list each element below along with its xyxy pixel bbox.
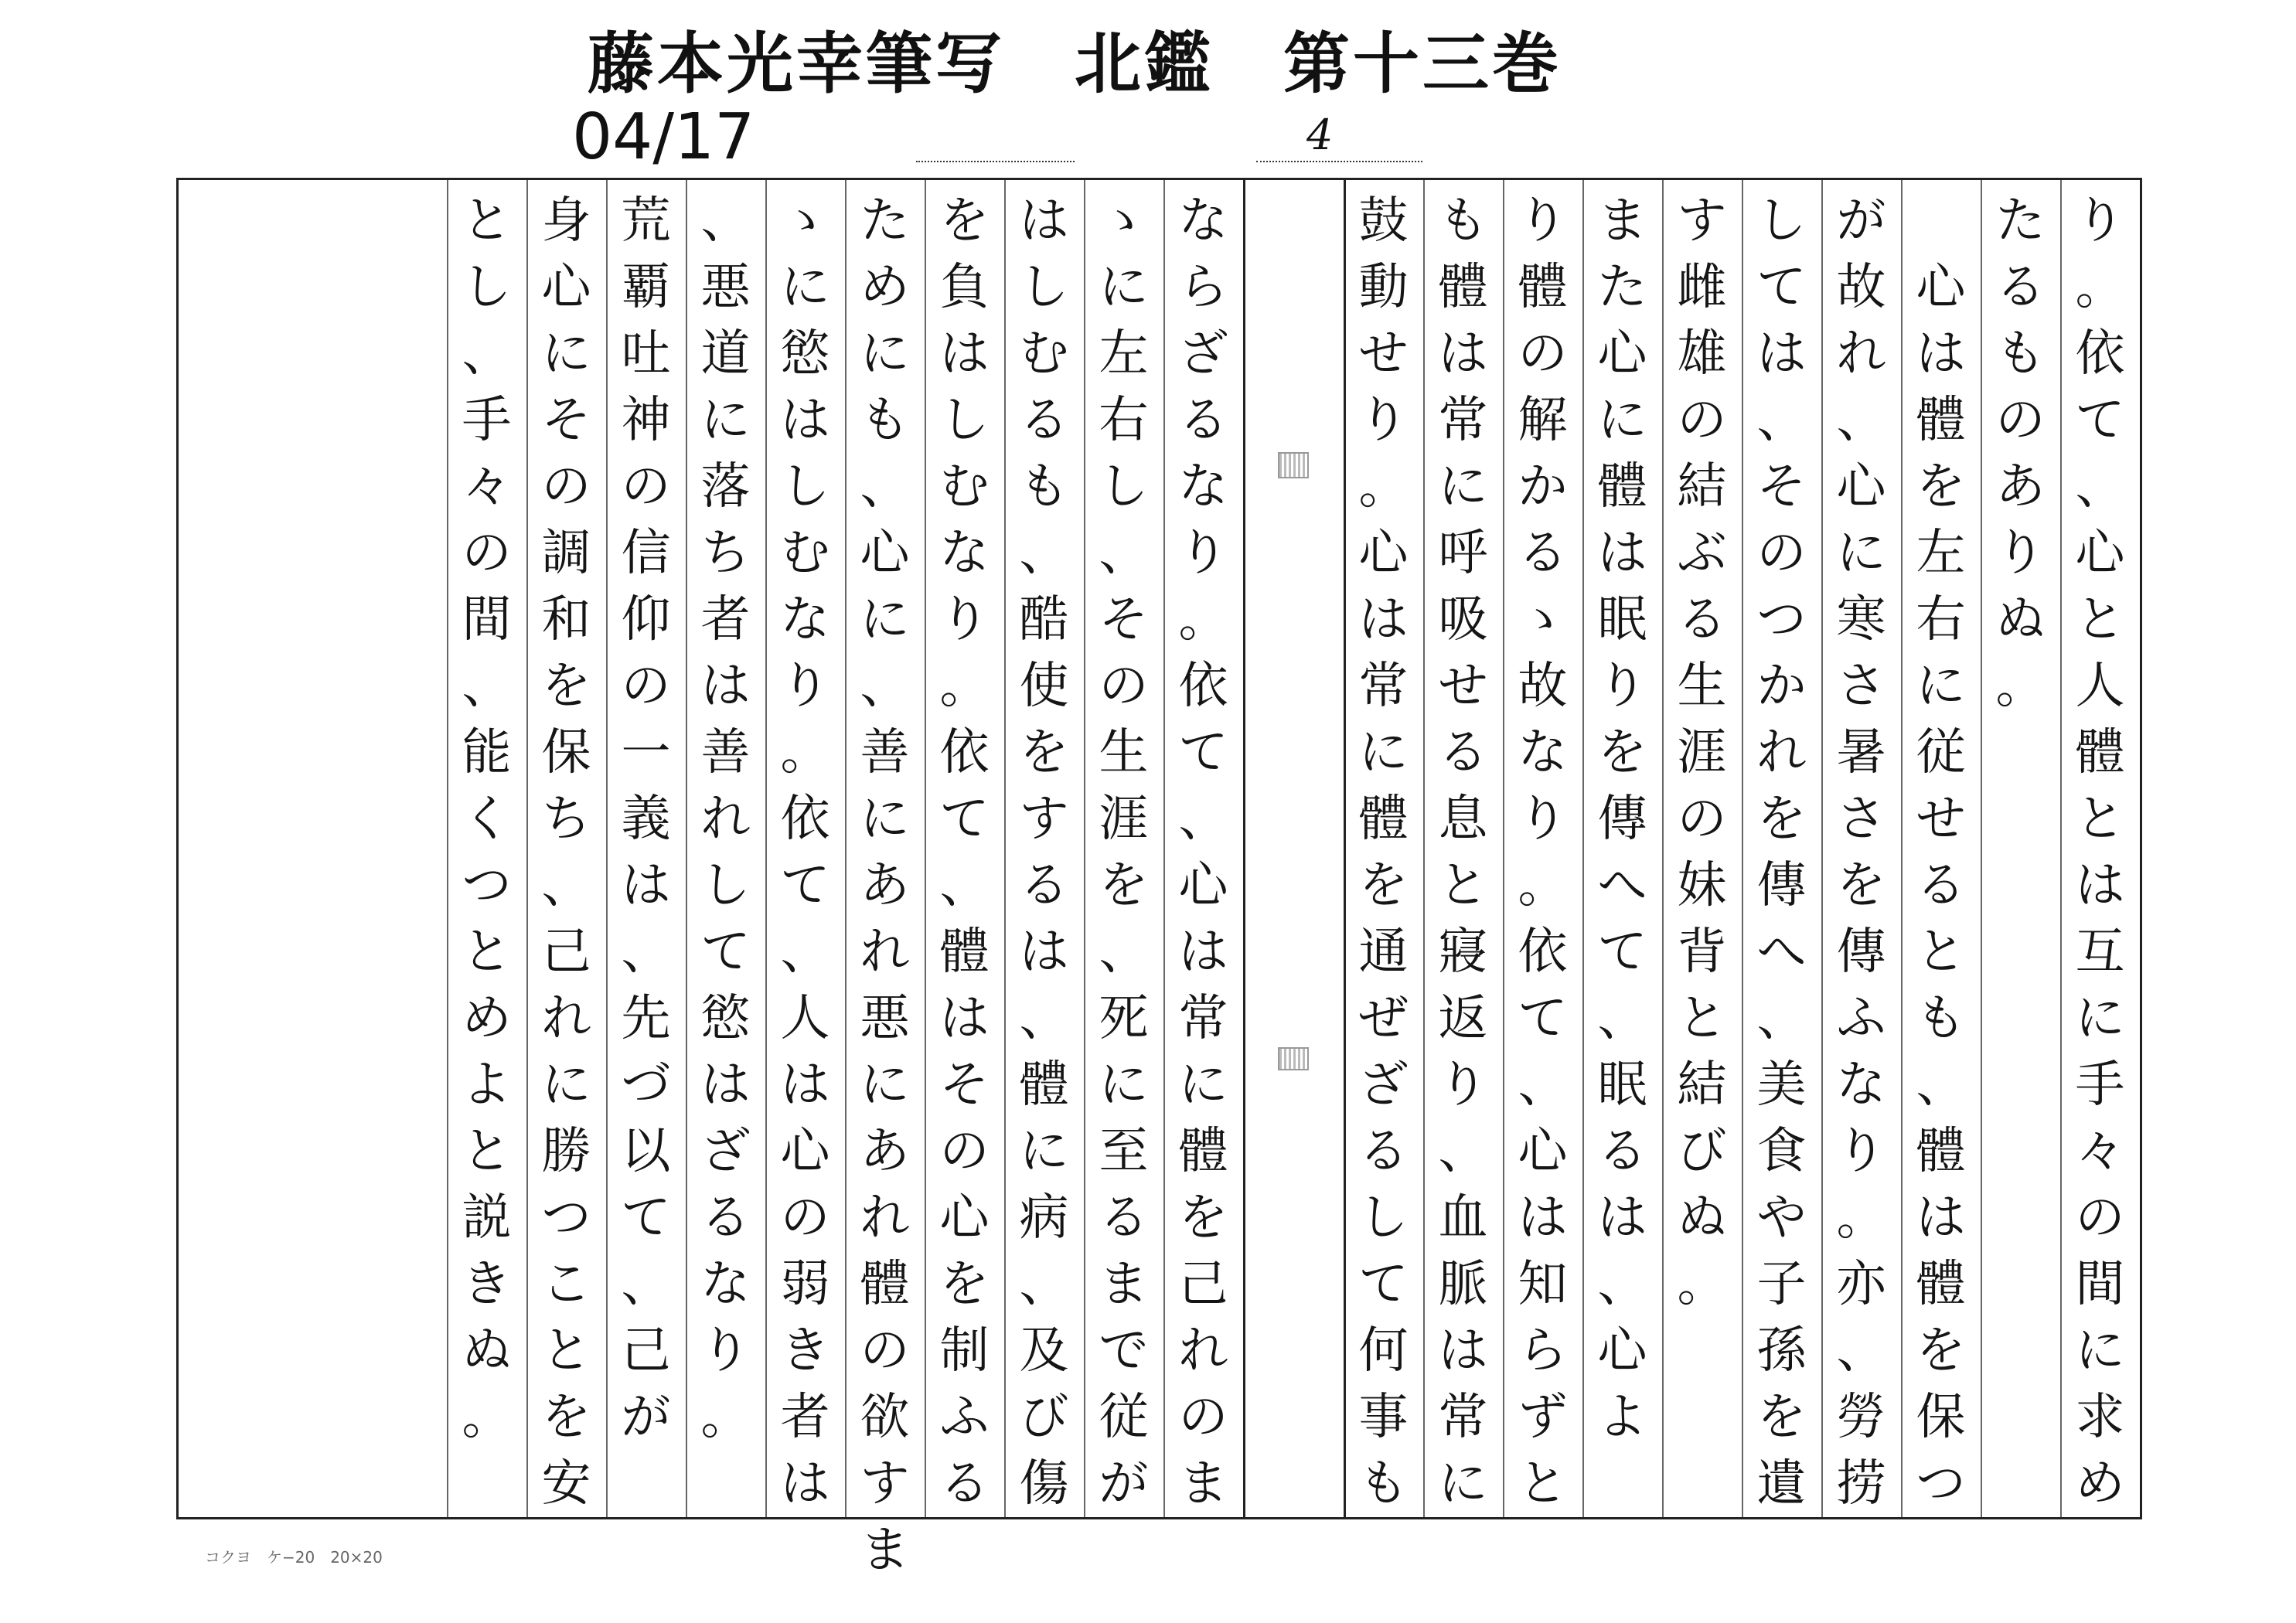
page-title: 藤本光幸筆写 北鑑 第十三巻 (588, 26, 1562, 103)
binding-mark-icon (1278, 452, 1309, 478)
blank-line-left (916, 161, 1075, 162)
manuscript-column: ま た 心 に 體 は 眠 り を 傳 へ て 、 眠 る は 、 心 よ (1597, 192, 1647, 1446)
column-rule (1662, 180, 1664, 1517)
column-rule (1084, 180, 1085, 1517)
manuscript-column: す 雌 雄 の 結 ぶ る 生 涯 の 妹 背 と 結 び ぬ 。 (1677, 192, 1727, 1313)
manuscript-column: 身 心 に そ の 調 和 を 保 ち 、 己 れ に 勝 つ こ と を 安 (541, 192, 591, 1512)
column-rule (1821, 180, 1823, 1517)
column-rule (845, 180, 847, 1517)
column-rule (1981, 180, 1982, 1517)
date-label: 04/17 (572, 100, 755, 174)
column-rule (1163, 180, 1165, 1517)
manuscript-column: た る も の あ り ぬ 。 (1995, 192, 2046, 715)
manuscript-column: 、 悪 道 に 落 ち 者 は 善 れ し て 慾 は ざ る な り 。 (700, 192, 751, 1446)
column-rule (1582, 180, 1584, 1517)
column-rule (1742, 180, 1743, 1517)
column-rule (447, 180, 448, 1517)
manuscript-column: り 體 の 解 か る ゝ 故 な り 。 依 て 、 心 は 知 ら ず と (1518, 192, 1568, 1512)
column-rule (1901, 180, 1903, 1517)
manuscript-column: 鼓 動 せ り 。 心 は 常 に 體 を 通 ぜ ざ る し て 何 事 も (1358, 192, 1409, 1512)
manuscript-column: な ら ざ る な り 。 依 て 、 心 は 常 に 體 を 己 れ の ま (1178, 192, 1228, 1512)
manuscript-column: た め に も 、 心 に 、 善 に あ れ 悪 に あ れ 體 の 欲 す ま (860, 192, 910, 1579)
center-fold-rule (1344, 180, 1346, 1517)
center-fold-rule (1243, 180, 1245, 1517)
manuscript-column: 荒 覇 吐 神 の 信 仰 の 一 義 は 、 先 づ 以 て 、 己 が (621, 192, 671, 1446)
manuscript-column: も 體 は 常 に 呼 吸 せ る 息 と 寢 返 り 、 血 脈 は 常 に (1438, 192, 1488, 1512)
column-rule (1503, 180, 1504, 1517)
column-rule (526, 180, 528, 1517)
manuscript-column: ゝ に 慾 は し む な り 。 依 て 、 人 は 心 の 弱 き 者 は (780, 192, 830, 1512)
binding-mark-icon (1278, 1047, 1309, 1070)
blank-line-right (1256, 161, 1422, 162)
manuscript-column: が 故 れ 、 心 に 寒 さ 暑 さ を 傳 ふ な り 。 亦 、 勞 捞 (1836, 192, 1886, 1512)
column-rule (925, 180, 926, 1517)
column-rule (2060, 180, 2062, 1517)
manuscript-column: は し む る も 、 酷 使 を す る は 、 體 に 病 、 及 び 傷 (1019, 192, 1069, 1512)
column-rule (606, 180, 608, 1517)
manuscript-column: を 負 は し む な り 。 依 て 、 體 は そ の 心 を 制 ふ る (939, 192, 990, 1512)
column-rule (765, 180, 767, 1517)
manuscript-column: と し 、 手 々 の 間 、 能 く つ と め よ と 説 き ぬ 。 (462, 192, 512, 1446)
manuscript-column: し て は 、 そ の つ か れ を 傳 へ 、 美 食 や 子 孫 を 遺 (1756, 192, 1807, 1512)
column-rule (686, 180, 687, 1517)
column-rule (1004, 180, 1006, 1517)
manuscript-column: 心 は 體 を 左 右 に 従 せ る と も 、 體 は 體 を 保 つ (1916, 259, 1966, 1512)
page-number: 4 (1306, 111, 1334, 159)
manuscript-column: り 。 依 て 、 心 と 人 體 と は 互 に 手 々 の 間 に 求 め (2075, 192, 2125, 1512)
manuscript-column: ゝ に 左 右 し 、 そ の 生 涯 を 、 死 に 至 る ま で 従 が (1099, 192, 1149, 1512)
column-rule (1423, 180, 1425, 1517)
paper-code: コクヨ ケ−20 20×20 (205, 1548, 383, 1567)
